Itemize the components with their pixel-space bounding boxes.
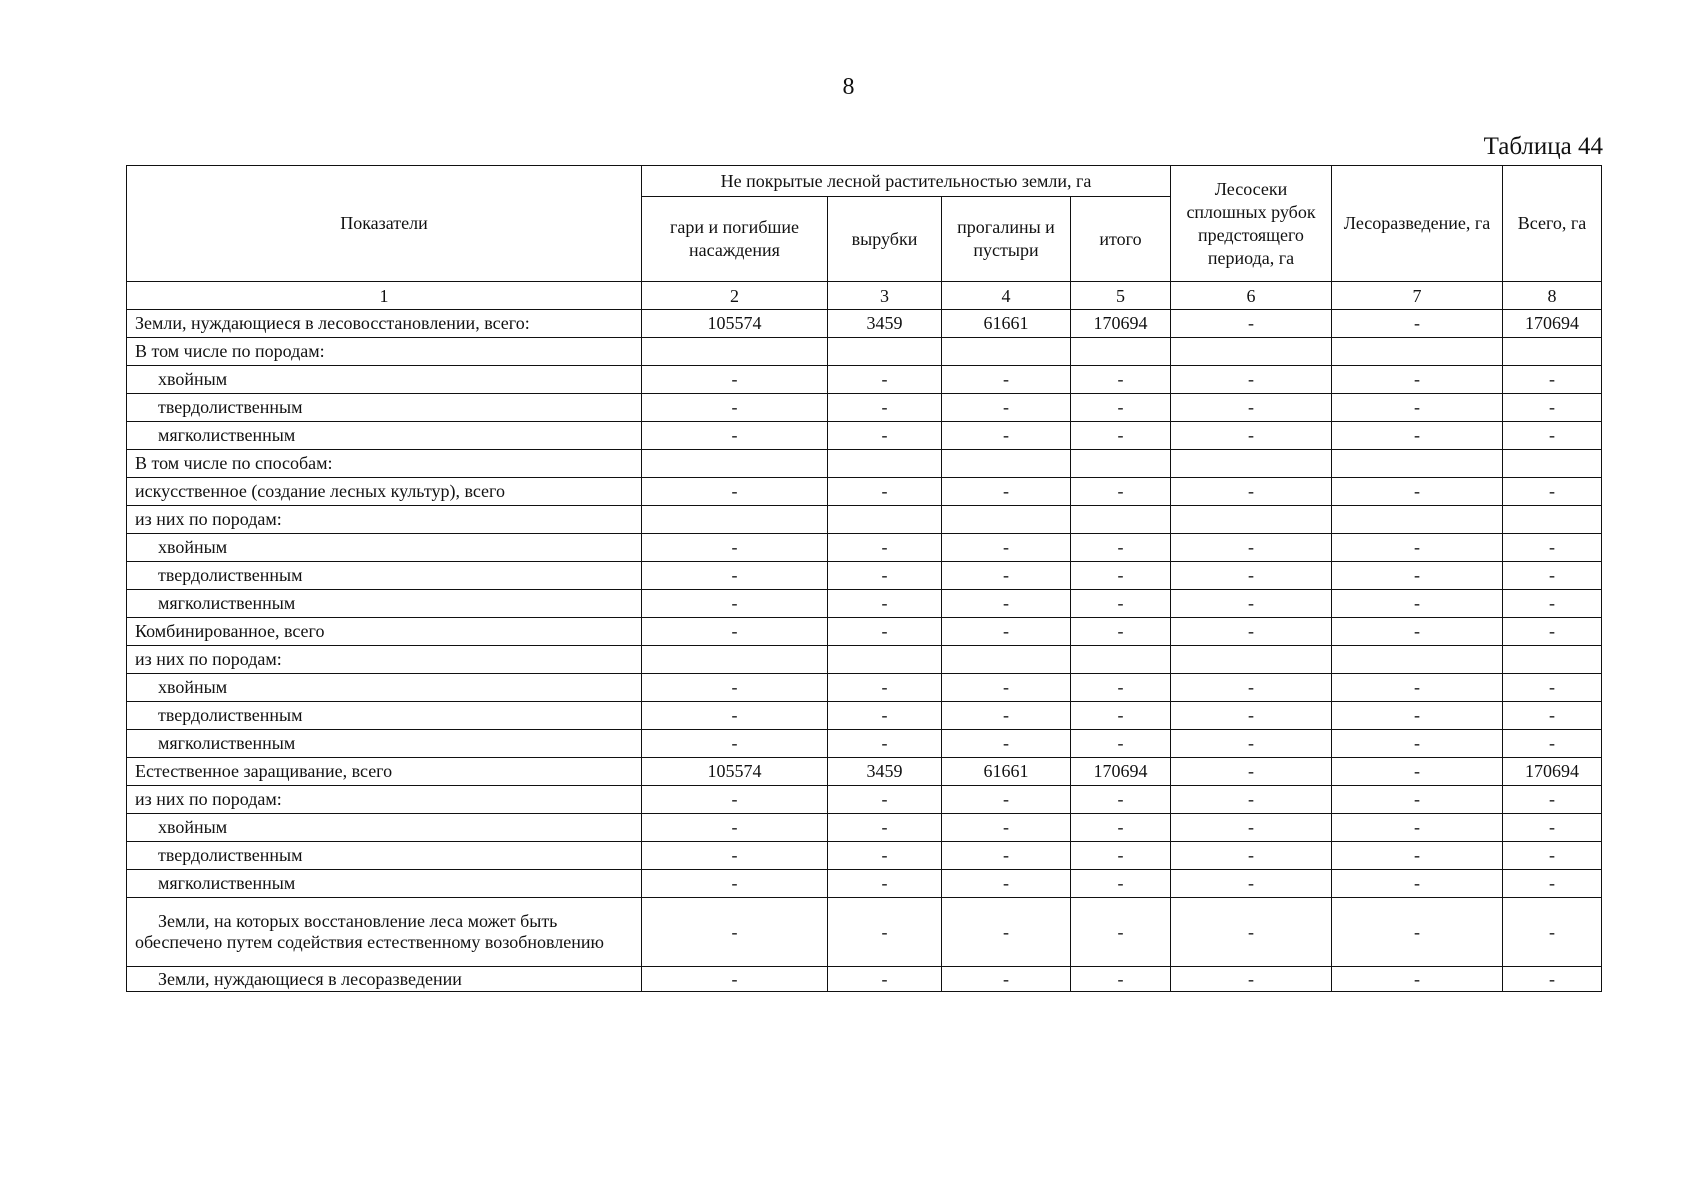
column-number: 4 bbox=[942, 282, 1071, 310]
table-row bbox=[127, 674, 1602, 702]
table-row bbox=[127, 338, 1602, 366]
cell-value: - bbox=[1171, 898, 1332, 967]
page-number: 8 bbox=[842, 74, 855, 100]
cell-value: - bbox=[942, 870, 1071, 898]
column-number: 6 bbox=[1171, 282, 1332, 310]
row-label: твердолиственным bbox=[127, 842, 642, 870]
cell-value bbox=[642, 338, 828, 366]
cell-value bbox=[828, 338, 942, 366]
cell-value: - bbox=[1332, 898, 1503, 967]
cell-value bbox=[1503, 338, 1602, 366]
table-row bbox=[127, 534, 1602, 562]
cell-value: - bbox=[942, 898, 1071, 967]
row-label: хвойным bbox=[127, 534, 642, 562]
cell-value: - bbox=[642, 702, 828, 730]
table-row bbox=[127, 758, 1602, 786]
cell-value: - bbox=[828, 366, 942, 394]
cell-value: - bbox=[942, 814, 1071, 842]
row-label: Естественное заращивание, всего bbox=[127, 758, 642, 786]
table-row bbox=[127, 967, 1602, 992]
row-label: Земли, на которых восстановление леса может быть обеспечено путем содействия естественному возобновлению bbox=[127, 898, 642, 967]
cell-value bbox=[1332, 338, 1503, 366]
cell-value: - bbox=[1503, 898, 1602, 967]
cell-value bbox=[642, 506, 828, 534]
cell-value: - bbox=[942, 702, 1071, 730]
row-label: мягколиственным bbox=[127, 590, 642, 618]
cell-value: - bbox=[1332, 870, 1503, 898]
cell-value: - bbox=[1503, 422, 1602, 450]
cell-value: - bbox=[1332, 758, 1503, 786]
cell-value: - bbox=[942, 562, 1071, 590]
cell-value: - bbox=[942, 422, 1071, 450]
cell-value: - bbox=[642, 534, 828, 562]
row-label: мягколиственным bbox=[127, 422, 642, 450]
cell-value: - bbox=[1503, 562, 1602, 590]
cell-value: - bbox=[828, 478, 942, 506]
cell-value: - bbox=[828, 967, 942, 992]
table-row bbox=[127, 562, 1602, 590]
table-row bbox=[127, 590, 1602, 618]
cell-value: - bbox=[828, 730, 942, 758]
cell-value: - bbox=[942, 478, 1071, 506]
cell-value: - bbox=[1503, 786, 1602, 814]
cell-value: - bbox=[828, 702, 942, 730]
cell-value: - bbox=[1071, 590, 1171, 618]
cell-value: - bbox=[642, 618, 828, 646]
cell-value: - bbox=[1171, 590, 1332, 618]
cell-value: - bbox=[942, 730, 1071, 758]
column-numbers-row bbox=[127, 282, 1602, 310]
cell-value: - bbox=[1071, 366, 1171, 394]
column-number: 8 bbox=[1503, 282, 1602, 310]
cell-value: - bbox=[942, 366, 1071, 394]
cell-value: - bbox=[1171, 730, 1332, 758]
cell-value: - bbox=[1332, 422, 1503, 450]
cell-value: - bbox=[642, 562, 828, 590]
cell-value bbox=[1171, 506, 1332, 534]
cell-value: - bbox=[1071, 478, 1171, 506]
cell-value bbox=[1071, 450, 1171, 478]
table-row bbox=[127, 450, 1602, 478]
cell-value: - bbox=[828, 898, 942, 967]
cell-value: - bbox=[1171, 310, 1332, 338]
cell-value: - bbox=[1171, 478, 1332, 506]
cell-value: - bbox=[642, 870, 828, 898]
cell-value: - bbox=[828, 422, 942, 450]
cell-value: - bbox=[1171, 394, 1332, 422]
cell-value: - bbox=[1171, 366, 1332, 394]
cell-value: 170694 bbox=[1071, 310, 1171, 338]
cell-value: - bbox=[1071, 786, 1171, 814]
cell-value: - bbox=[1332, 730, 1503, 758]
cell-value: - bbox=[1071, 730, 1171, 758]
cell-value bbox=[942, 646, 1071, 674]
column-number: 1 bbox=[127, 282, 642, 310]
cell-value: 170694 bbox=[1071, 758, 1171, 786]
cell-value bbox=[942, 338, 1071, 366]
cell-value bbox=[828, 646, 942, 674]
cell-value: - bbox=[1503, 702, 1602, 730]
cell-value: 3459 bbox=[828, 310, 942, 338]
cell-value: - bbox=[942, 674, 1071, 702]
cell-value: - bbox=[1332, 814, 1503, 842]
cell-value: - bbox=[1332, 674, 1503, 702]
cell-value: - bbox=[1171, 618, 1332, 646]
cell-value bbox=[942, 506, 1071, 534]
cell-value bbox=[642, 450, 828, 478]
cell-value: - bbox=[942, 534, 1071, 562]
cell-value: - bbox=[642, 422, 828, 450]
cell-value: - bbox=[1071, 674, 1171, 702]
table-row bbox=[127, 646, 1602, 674]
cell-value: - bbox=[828, 562, 942, 590]
table-row bbox=[127, 506, 1602, 534]
header-cuttings: вырубки bbox=[828, 197, 942, 282]
header-clearcut: Лесосеки сплошных рубок предстоящего периода, га bbox=[1171, 166, 1332, 282]
row-label: из них по породам: bbox=[127, 646, 642, 674]
row-label: Земли, нуждающиеся в лесоразведении bbox=[127, 967, 642, 992]
header-afforestation: Лесоразведение, га bbox=[1332, 166, 1503, 282]
cell-value: - bbox=[1071, 814, 1171, 842]
cell-value: - bbox=[828, 870, 942, 898]
cell-value: - bbox=[1503, 870, 1602, 898]
cell-value: 105574 bbox=[642, 758, 828, 786]
cell-value: - bbox=[1171, 562, 1332, 590]
cell-value: - bbox=[828, 674, 942, 702]
cell-value: - bbox=[1503, 674, 1602, 702]
column-number: 2 bbox=[642, 282, 828, 310]
cell-value: - bbox=[1332, 394, 1503, 422]
cell-value: 105574 bbox=[642, 310, 828, 338]
cell-value bbox=[1332, 646, 1503, 674]
table-row bbox=[127, 394, 1602, 422]
cell-value: - bbox=[1171, 967, 1332, 992]
cell-value: - bbox=[1071, 870, 1171, 898]
cell-value bbox=[1071, 338, 1171, 366]
cell-value: - bbox=[942, 786, 1071, 814]
cell-value: - bbox=[828, 618, 942, 646]
row-label: твердолиственным bbox=[127, 562, 642, 590]
cell-value: - bbox=[1332, 562, 1503, 590]
cell-value: - bbox=[828, 534, 942, 562]
cell-value: - bbox=[642, 814, 828, 842]
cell-value: - bbox=[1503, 814, 1602, 842]
cell-value bbox=[1503, 506, 1602, 534]
cell-value: - bbox=[942, 394, 1071, 422]
cell-value bbox=[828, 506, 942, 534]
cell-value bbox=[1171, 646, 1332, 674]
row-label: твердолиственным bbox=[127, 702, 642, 730]
table-row bbox=[127, 310, 1602, 338]
table-row bbox=[127, 870, 1602, 898]
cell-value: - bbox=[1071, 618, 1171, 646]
cell-value: - bbox=[1171, 758, 1332, 786]
table-row bbox=[127, 898, 1602, 967]
cell-value: - bbox=[1171, 786, 1332, 814]
cell-value: 61661 bbox=[942, 310, 1071, 338]
column-number: 5 bbox=[1071, 282, 1171, 310]
cell-value: - bbox=[1332, 534, 1503, 562]
cell-value bbox=[1071, 646, 1171, 674]
cell-value: - bbox=[828, 842, 942, 870]
row-label: из них по породам: bbox=[127, 506, 642, 534]
cell-value: - bbox=[1171, 814, 1332, 842]
cell-value: - bbox=[1332, 967, 1503, 992]
cell-value bbox=[1071, 506, 1171, 534]
row-label: Комбинированное, всего bbox=[127, 618, 642, 646]
table-row bbox=[127, 422, 1602, 450]
cell-value bbox=[828, 450, 942, 478]
cell-value: - bbox=[1503, 730, 1602, 758]
cell-value: - bbox=[1332, 702, 1503, 730]
cell-value: - bbox=[642, 842, 828, 870]
cell-value: - bbox=[1071, 702, 1171, 730]
header-total: Всего, га bbox=[1503, 166, 1602, 282]
cell-value: - bbox=[1071, 562, 1171, 590]
header-glades: прогалины и пустыри bbox=[942, 197, 1071, 282]
cell-value: - bbox=[828, 590, 942, 618]
cell-value: - bbox=[1503, 366, 1602, 394]
cell-value: - bbox=[642, 786, 828, 814]
row-label: В том числе по способам: bbox=[127, 450, 642, 478]
row-label: В том числе по породам: bbox=[127, 338, 642, 366]
cell-value: - bbox=[1171, 702, 1332, 730]
row-label: из них по породам: bbox=[127, 786, 642, 814]
cell-value: - bbox=[1171, 842, 1332, 870]
cell-value: - bbox=[1503, 394, 1602, 422]
cell-value: - bbox=[1171, 674, 1332, 702]
cell-value: - bbox=[1071, 967, 1171, 992]
row-label: хвойным bbox=[127, 814, 642, 842]
table-row bbox=[127, 814, 1602, 842]
cell-value: - bbox=[828, 394, 942, 422]
cell-value bbox=[1332, 450, 1503, 478]
cell-value: - bbox=[1071, 534, 1171, 562]
column-number: 3 bbox=[828, 282, 942, 310]
cell-value: - bbox=[1332, 590, 1503, 618]
cell-value: - bbox=[1071, 842, 1171, 870]
cell-value: - bbox=[642, 730, 828, 758]
cell-value: - bbox=[1171, 534, 1332, 562]
cell-value: - bbox=[1332, 478, 1503, 506]
table-row bbox=[127, 786, 1602, 814]
cell-value: - bbox=[1332, 786, 1503, 814]
table-row bbox=[127, 730, 1602, 758]
row-label: Земли, нуждающиеся в лесовосстановлении, всего: bbox=[127, 310, 642, 338]
cell-value: 3459 bbox=[828, 758, 942, 786]
row-label: искусственное (создание лесных культур), всего bbox=[127, 478, 642, 506]
table-row bbox=[127, 618, 1602, 646]
header-indicators: Показатели bbox=[127, 166, 642, 282]
table-caption: Таблица 44 bbox=[1483, 133, 1603, 160]
column-number: 7 bbox=[1332, 282, 1503, 310]
table-row bbox=[127, 478, 1602, 506]
cell-value: - bbox=[1503, 590, 1602, 618]
cell-value: - bbox=[1071, 394, 1171, 422]
cell-value bbox=[642, 646, 828, 674]
cell-value: - bbox=[642, 590, 828, 618]
row-label: мягколиственным bbox=[127, 870, 642, 898]
cell-value: - bbox=[1503, 478, 1602, 506]
cell-value: - bbox=[828, 786, 942, 814]
cell-value: - bbox=[1071, 898, 1171, 967]
cell-value: - bbox=[942, 842, 1071, 870]
cell-value: - bbox=[1503, 967, 1602, 992]
cell-value bbox=[1171, 450, 1332, 478]
cell-value: - bbox=[642, 478, 828, 506]
row-label: хвойным bbox=[127, 366, 642, 394]
cell-value: - bbox=[642, 366, 828, 394]
cell-value: - bbox=[1332, 310, 1503, 338]
cell-value: 170694 bbox=[1503, 758, 1602, 786]
cell-value: - bbox=[1171, 422, 1332, 450]
cell-value: - bbox=[828, 814, 942, 842]
table-row bbox=[127, 366, 1602, 394]
cell-value: - bbox=[642, 898, 828, 967]
row-label: хвойным bbox=[127, 674, 642, 702]
cell-value: 170694 bbox=[1503, 310, 1602, 338]
cell-value: - bbox=[942, 967, 1071, 992]
cell-value bbox=[1503, 646, 1602, 674]
cell-value bbox=[1171, 338, 1332, 366]
cell-value: - bbox=[1503, 842, 1602, 870]
header-not-covered: Не покрытые лесной растительностью земли, га bbox=[642, 166, 1171, 197]
table-row bbox=[127, 702, 1602, 730]
cell-value: - bbox=[642, 674, 828, 702]
cell-value: - bbox=[1503, 618, 1602, 646]
forest-lands-table bbox=[126, 165, 1602, 992]
cell-value bbox=[1503, 450, 1602, 478]
cell-value: - bbox=[1332, 618, 1503, 646]
cell-value: - bbox=[942, 590, 1071, 618]
cell-value: - bbox=[1503, 534, 1602, 562]
row-label: мягколиственным bbox=[127, 730, 642, 758]
cell-value: - bbox=[1071, 422, 1171, 450]
cell-value: - bbox=[1332, 366, 1503, 394]
table-row bbox=[127, 842, 1602, 870]
cell-value: - bbox=[642, 394, 828, 422]
cell-value bbox=[1332, 506, 1503, 534]
cell-value bbox=[942, 450, 1071, 478]
cell-value: - bbox=[1332, 842, 1503, 870]
header-burnt: гари и погибшие насаждения bbox=[642, 197, 828, 282]
row-label: твердолиственным bbox=[127, 394, 642, 422]
header-subtotal: итого bbox=[1071, 197, 1171, 282]
cell-value: - bbox=[942, 618, 1071, 646]
cell-value: - bbox=[1171, 870, 1332, 898]
cell-value: 61661 bbox=[942, 758, 1071, 786]
cell-value: - bbox=[642, 967, 828, 992]
